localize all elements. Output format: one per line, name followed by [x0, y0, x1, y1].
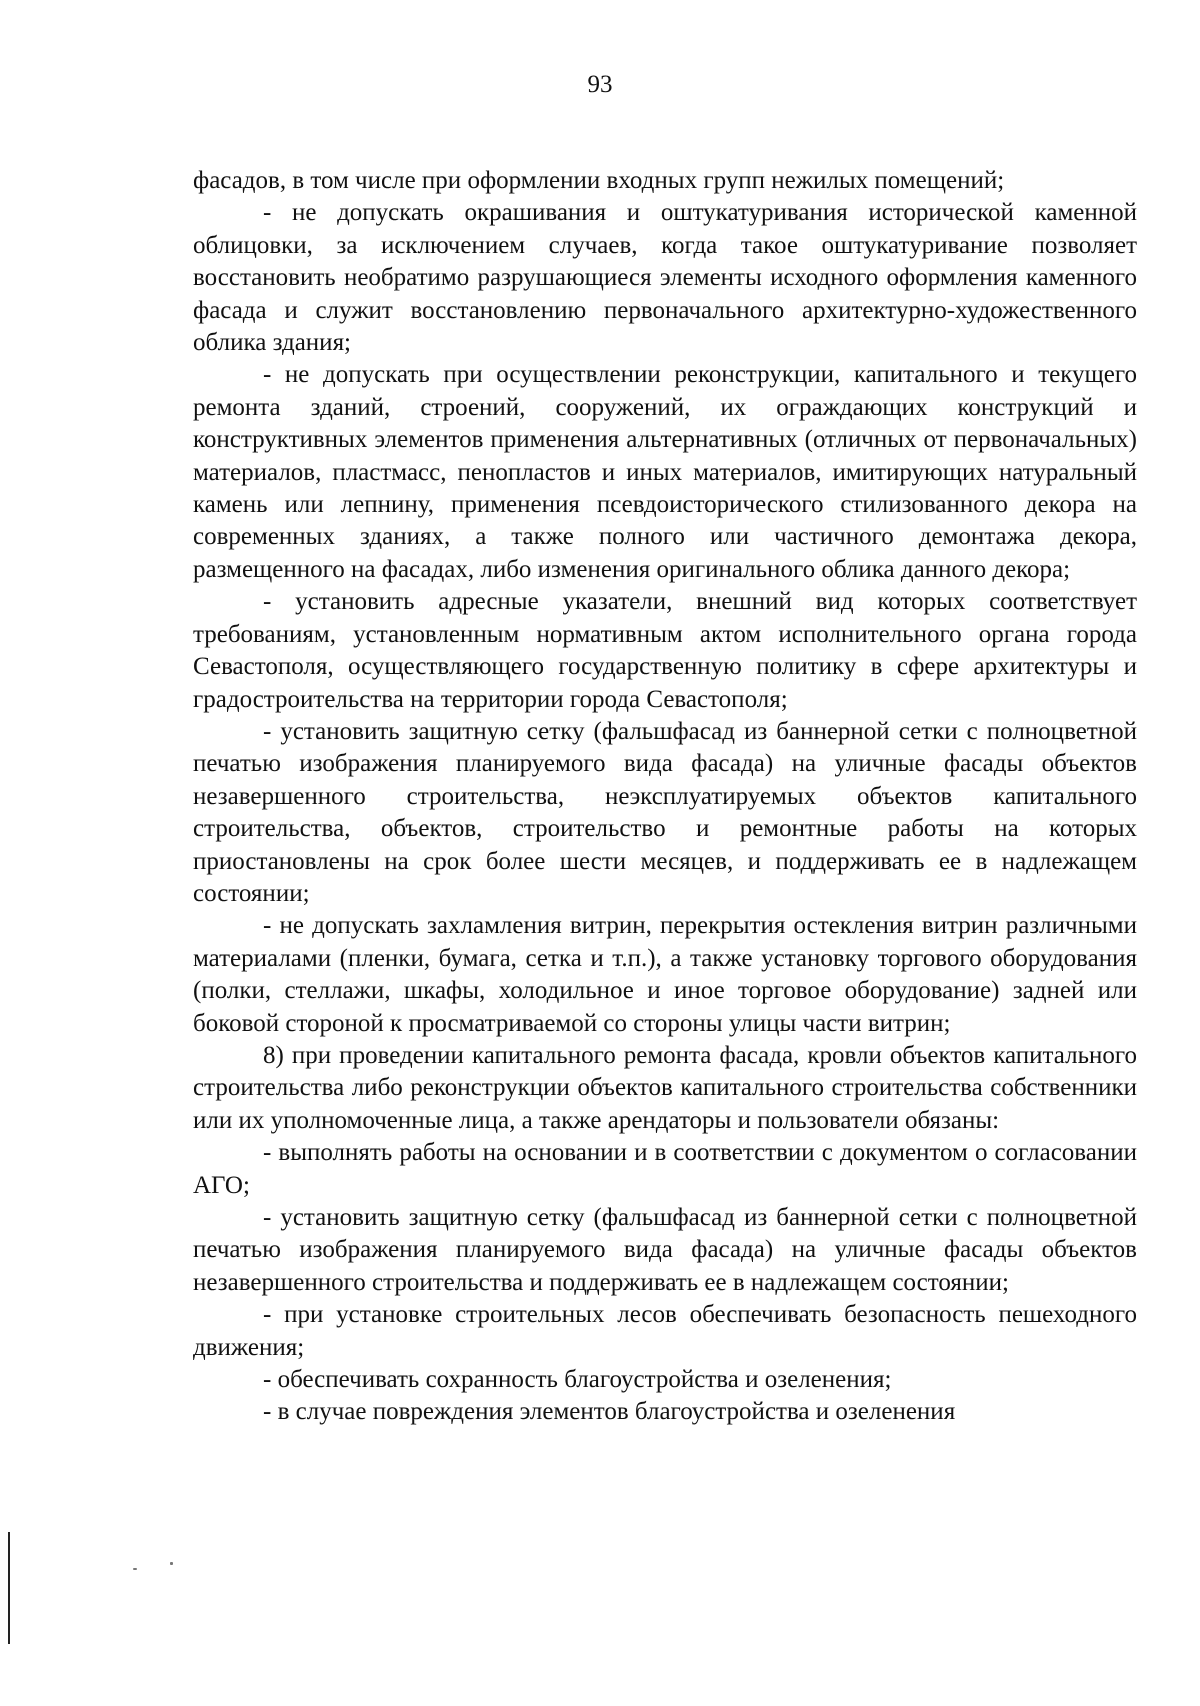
paragraph-item-8: 8) при проведении капитального ремонта фасада, кровли объектов капитального строительства либо реконструкции объектов капитального строительства собственники или их уполномоченные лица, а также арендаторы и пользователи обязаны:: [193, 1041, 1137, 1134]
paragraph-stucco-restriction: - не допускать окрашивания и оштукатуривания исторической каменной облицовки, за исключением случаев, когда такое оштукатуривание позволяет восстановить необратимо разрушающиеся элементы исходного оформления каменного фасада и служит восстановлению первоначального архитектурно-художественного облика здания;: [193, 199, 1137, 357]
paragraph-continuation: фасадов, в том числе при оформлении входных групп нежилых помещений;: [193, 167, 1005, 194]
paragraph-address-signs: - установить адресные указатели, внешний вид которых соответствует требованиям, установленным нормативным актом исполнительного органа города Севастополя, осуществляющего государственную политику в сфере архитектуры и градостроительства на территории города Севастополя;: [193, 588, 1137, 713]
paragraph-landscaping-preservation: - обеспечивать сохранность благоустройства и озеленения;: [263, 1366, 892, 1394]
body-text: [193, 165, 1137, 1429]
paragraph-shop-windows: - не допускать захламления витрин, перекрытия остекления витрин различными материалами (пленки, бумага, сетка и т.п.), а также установку торгового оборудования (полки, стеллажи, шкафы, холодильное и иное торговое оборудование) задней или боковой стороной к просматриваемой со стороны улицы части витрин;: [193, 912, 1137, 1037]
paragraph-protective-mesh: - установить защитную сетку (фальшфасад из баннерной сетки с полноцветной печатью изображения планируемого вида фасада) на уличные фасады объектов незавершенного строительства, неэксплуатируемых объектов капитального строительства, объектов, строительство и ремонтные работы на которых приостановлены на срок более шести месяцев, и поддерживать ее в надлежащем состоянии;: [193, 717, 1137, 907]
scan-margin-line: [8, 1532, 10, 1644]
paragraph-ago-approval: - выполнять работы на основании и в соответствии с документом о согласовании АГО;: [193, 1139, 1137, 1199]
scan-speck: [170, 1562, 173, 1565]
paragraph-landscaping-damage: - в случае повреждения элементов благоустройства и озеленения: [263, 1398, 956, 1426]
page-number: 93: [587, 71, 613, 98]
paragraph-protective-mesh-2: - установить защитную сетку (фальшфасад из баннерной сетки с полноцветной печатью изображения планируемого вида фасада) на уличные фасады объектов незавершенного строительства и поддерживать ее в надлежащем состоянии;: [193, 1204, 1137, 1296]
paragraph-reconstruction-materials: - не допускать при осуществлении реконструкции, капитального и текущего ремонта зданий, строений, сооружений, их ограждающих конструкций и конструктивных элементов применения альтернативных (отличных от первоначальных) материалов, пластмасс, пенопластов и иных материалов, имитирующих натуральный камень или лепнину, применения псевдоисторического стилизованного декора на современных зданиях, а также полного или частичного демонтажа декора, размещенного на фасадах, либо изменения оригинального облика данного декора;: [193, 361, 1137, 583]
scan-speck: [133, 1568, 137, 1570]
paragraph-scaffolding-safety: - при установке строительных лесов обеспечивать безопасность пешеходного движения;: [193, 1301, 1137, 1361]
